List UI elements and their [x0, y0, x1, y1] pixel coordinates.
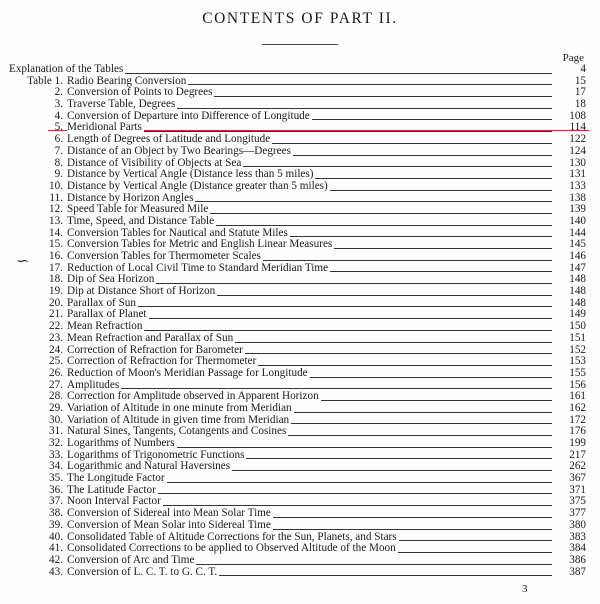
toc-entry-title: Conversion of Sidereal into Mean Solar Time — [67, 508, 552, 520]
toc-entry-title: Reduction of Local Civil Time to Standard Meridian Time — [67, 263, 552, 275]
toc-row — [9, 391, 586, 403]
toc-table-number: 15. — [49, 238, 63, 251]
toc-entry-page: 114 — [569, 121, 586, 134]
margin-pencil-mark: ∽ — [16, 253, 30, 270]
toc-table-number: 38. — [49, 507, 63, 520]
toc-row — [9, 380, 586, 392]
toc-entry-title: Consolidated Corrections to be applied to Observed Altitude of the Moon — [67, 543, 552, 555]
toc-row — [9, 181, 586, 193]
toc-row — [9, 356, 586, 368]
toc-entry-page: 371 — [569, 483, 586, 496]
toc-row — [9, 368, 586, 380]
toc-row — [9, 76, 586, 88]
toc-entry-title: The Latitude Factor — [67, 485, 552, 497]
toc-table-number: 37. — [49, 495, 63, 508]
toc-row — [9, 473, 586, 485]
toc-entry-page: 377 — [569, 507, 586, 520]
toc-row — [9, 333, 586, 345]
toc-entry-page: 387 — [569, 565, 586, 578]
toc-table-number: 43. — [49, 565, 63, 578]
toc-entry-page: 18 — [574, 98, 586, 111]
page-title: CONTENTS OF PART II. — [202, 10, 398, 27]
toc-table-number: 29. — [49, 401, 63, 414]
toc-row — [9, 286, 586, 298]
toc-entry-title: Reduction of Moon's Meridian Passage for Longitude — [67, 368, 552, 380]
toc-table-number: 2. — [54, 86, 63, 99]
toc-entry-title: Parallax of Planet — [67, 309, 552, 321]
page-number: 3 — [522, 583, 528, 595]
toc-entry-page: 176 — [569, 425, 586, 438]
toc-row — [9, 321, 586, 333]
toc-table-number: 24. — [49, 343, 63, 356]
toc-row — [9, 239, 586, 251]
toc-table-number: 8. — [54, 156, 63, 169]
toc-table-number: 19. — [49, 285, 63, 298]
toc-table-number: 23. — [49, 331, 63, 344]
toc-table-number: 36. — [49, 483, 63, 496]
toc-entry-page: 156 — [569, 378, 586, 391]
toc-table-number: 7. — [54, 144, 63, 157]
toc-table-number: 33. — [49, 448, 63, 461]
toc-table-number: 11. — [49, 191, 63, 204]
toc-entry-title: Mean Refraction — [67, 321, 552, 333]
toc-row — [9, 99, 586, 111]
toc-entry-page: 145 — [569, 238, 586, 251]
toc-table-number: 13. — [49, 214, 63, 227]
toc-entry-title: Parallax of Sun — [67, 298, 552, 310]
toc-table-number: 21. — [49, 308, 63, 321]
toc-row — [9, 193, 586, 205]
toc-row — [9, 532, 586, 544]
toc-entry-page: 148 — [569, 285, 586, 298]
toc-table-number: 32. — [49, 437, 63, 449]
toc-entry-page: 17 — [574, 86, 586, 99]
toc-row — [9, 298, 586, 310]
toc-row — [9, 111, 586, 123]
toc-entry-page: 144 — [569, 226, 586, 239]
toc-row — [9, 496, 586, 508]
toc-entry-title: Dip of Sea Horizon — [67, 274, 552, 286]
table-of-contents — [9, 64, 586, 578]
toc-entry-page: 130 — [569, 156, 586, 169]
toc-table-number: 6. — [54, 133, 63, 146]
toc-entry-title: Time, Speed, and Distance Table — [67, 216, 552, 228]
toc-row — [9, 403, 586, 415]
toc-row — [9, 415, 586, 427]
toc-table-number: 5. — [54, 121, 63, 134]
toc-table-number: 28. — [49, 390, 63, 403]
toc-entry-page: 108 — [569, 109, 586, 122]
toc-entry-page: 199 — [569, 437, 586, 449]
toc-entry-page: 384 — [569, 542, 586, 555]
toc-entry-title: Distance by Vertical Angle (Distance less than 5 miles) — [67, 169, 552, 181]
toc-entry-page: 375 — [569, 495, 586, 508]
toc-table-number: 30. — [49, 413, 63, 426]
toc-table-number: 31. — [49, 425, 63, 438]
toc-entry-title: Correction of Refraction for Barometer — [67, 345, 552, 357]
toc-entry-page: 161 — [569, 390, 586, 403]
toc-row — [9, 345, 586, 357]
toc-entry-page: 131 — [569, 168, 586, 181]
toc-table-number: 10. — [49, 179, 63, 192]
toc-entry-page: 148 — [569, 273, 586, 286]
toc-table-number: Table 1. — [27, 74, 63, 87]
toc-row — [9, 485, 586, 497]
toc-entry-title: Natural Sines, Tangents, Cotangents and Cosines — [67, 426, 552, 438]
toc-table-number: 4. — [54, 109, 63, 122]
toc-row — [9, 158, 586, 170]
toc-table-number: 14. — [49, 226, 63, 239]
toc-table-number: 17. — [49, 261, 63, 274]
toc-entry-title: Logarithms of Numbers — [67, 438, 552, 450]
toc-entry-title: Conversion Tables for Thermometer Scales — [67, 251, 552, 263]
toc-row — [9, 555, 586, 567]
page-column-header: Page — [562, 52, 584, 64]
toc-entry-page: 146 — [569, 250, 586, 262]
toc-explanation-page: 4 — [580, 63, 586, 75]
toc-entry-title: Distance by Horizon Angles — [67, 193, 552, 205]
toc-table-number: 35. — [49, 472, 63, 485]
toc-table-number: 3. — [54, 98, 63, 111]
toc-entry-title: Traverse Table, Degrees — [67, 99, 552, 111]
toc-entry-title: Distance of an Object by Two Bearings—Degrees — [67, 146, 552, 158]
toc-entry-page: 162 — [569, 401, 586, 414]
toc-entry-title: Variation of Altitude in one minute from Meridian — [67, 403, 552, 415]
toc-row — [9, 309, 586, 321]
toc-entry-title: Speed Table for Measured Mile — [67, 204, 552, 216]
toc-entry-page: 147 — [569, 261, 586, 274]
toc-entry-page: 153 — [569, 355, 586, 368]
toc-row-explanation — [9, 64, 586, 76]
toc-entry-title: Correction for Amplitude observed in Apparent Horizon — [67, 391, 552, 403]
toc-table-number: 16. — [49, 250, 63, 262]
toc-entry-page: 155 — [569, 366, 586, 379]
toc-entry-page: 140 — [569, 214, 586, 227]
toc-table-number: 41. — [49, 542, 63, 555]
toc-entry-title: Conversion of Arc and Time — [67, 555, 552, 567]
toc-entry-title: Logarithmic and Natural Haversines — [67, 461, 552, 473]
toc-entry-page: 262 — [569, 460, 586, 473]
toc-row — [9, 450, 586, 462]
toc-entry-title: The Longitude Factor — [67, 473, 552, 485]
toc-row — [9, 274, 586, 286]
toc-table-number: 20. — [49, 296, 63, 309]
toc-row — [9, 169, 586, 181]
toc-entry-page: 383 — [569, 530, 586, 543]
toc-entry-title: Distance by Vertical Angle (Distance greater than 5 miles) — [67, 181, 552, 193]
toc-row — [9, 228, 586, 240]
toc-row — [9, 263, 586, 275]
toc-table-number: 40. — [49, 530, 63, 543]
toc-entry-title: Conversion Tables for Nautical and Statute Miles — [67, 228, 552, 240]
toc-entry-title: Conversion of L. C. T. to G. C. T. — [67, 567, 552, 579]
toc-table-number: 42. — [49, 553, 63, 566]
toc-entry-title: Conversion of Points to Degrees — [67, 87, 552, 99]
toc-entry-title: Conversion of Departure into Difference of Longitude — [67, 111, 552, 123]
toc-entry-title: Conversion of Mean Solar into Sidereal Time — [67, 520, 552, 532]
toc-row — [9, 567, 586, 579]
toc-entry-title: Variation of Altitude in given time from Meridian — [67, 415, 552, 427]
toc-row — [9, 122, 586, 134]
toc-entry-page: 152 — [569, 343, 586, 356]
toc-row — [9, 146, 586, 158]
toc-row — [9, 204, 586, 216]
toc-entry-title: Correction of Refraction for Thermometer — [67, 356, 552, 368]
toc-table-number: 25. — [49, 355, 63, 368]
toc-row — [9, 134, 586, 146]
toc-table-number: 9. — [54, 168, 63, 181]
toc-entry-title: Meridional Parts — [67, 122, 552, 134]
toc-entry-title: Length of Degrees of Latitude and Longitude — [67, 134, 552, 146]
toc-row — [9, 251, 586, 263]
toc-table-number: 22. — [49, 320, 63, 333]
toc-entry-page: 124 — [569, 144, 586, 157]
toc-entry-page: 367 — [569, 472, 586, 485]
toc-table-number: 18. — [49, 273, 63, 286]
toc-entry-page: 122 — [569, 133, 586, 146]
toc-entry-page: 15 — [574, 74, 586, 87]
toc-explanation-text: Explanation of the Tables — [9, 64, 552, 76]
toc-row — [9, 520, 586, 532]
toc-table-number: 27. — [49, 378, 63, 391]
toc-entry-title: Distance of Visibility of Objects at Sea — [67, 158, 552, 170]
toc-entry-title: Mean Refraction and Parallax of Sun — [67, 333, 552, 345]
toc-row — [9, 87, 586, 99]
toc-row — [9, 543, 586, 555]
toc-table-number: 26. — [49, 366, 63, 379]
toc-entry-page: 149 — [569, 308, 586, 321]
toc-entry-page: 380 — [569, 518, 586, 531]
toc-row — [9, 438, 586, 450]
toc-row — [9, 461, 586, 473]
toc-entry-title: Radio Bearing Conversion — [67, 76, 552, 88]
toc-row — [9, 426, 586, 438]
toc-entry-title: Logarithms of Trigonometric Functions — [67, 450, 552, 462]
toc-entry-page: 138 — [569, 191, 586, 204]
toc-entry-title: Conversion Tables for Metric and English Linear Measures — [67, 239, 552, 251]
toc-table-number: 12. — [49, 203, 63, 216]
toc-entry-title: Consolidated Table of Altitude Corrections for the Sun, Planets, and Stars — [67, 532, 552, 544]
toc-entry-page: 133 — [569, 179, 586, 192]
toc-entry-page: 151 — [569, 331, 586, 344]
toc-entry-title: Noon Interval Factor — [67, 496, 552, 508]
toc-entry-page: 139 — [569, 203, 586, 216]
toc-table-number: 34. — [49, 460, 63, 473]
title-underline — [262, 44, 338, 45]
toc-entry-title: Dip at Distance Short of Horizon — [67, 286, 552, 298]
toc-entry-title: Amplitudes — [67, 380, 552, 392]
toc-table-number: 39. — [49, 518, 63, 531]
toc-row — [9, 216, 586, 228]
toc-entry-page: 217 — [569, 448, 586, 461]
toc-entry-page: 150 — [569, 320, 586, 333]
toc-entry-page: 148 — [569, 296, 586, 309]
toc-row — [9, 508, 586, 520]
toc-entry-page: 172 — [569, 413, 586, 426]
toc-entry-page: 386 — [569, 553, 586, 566]
